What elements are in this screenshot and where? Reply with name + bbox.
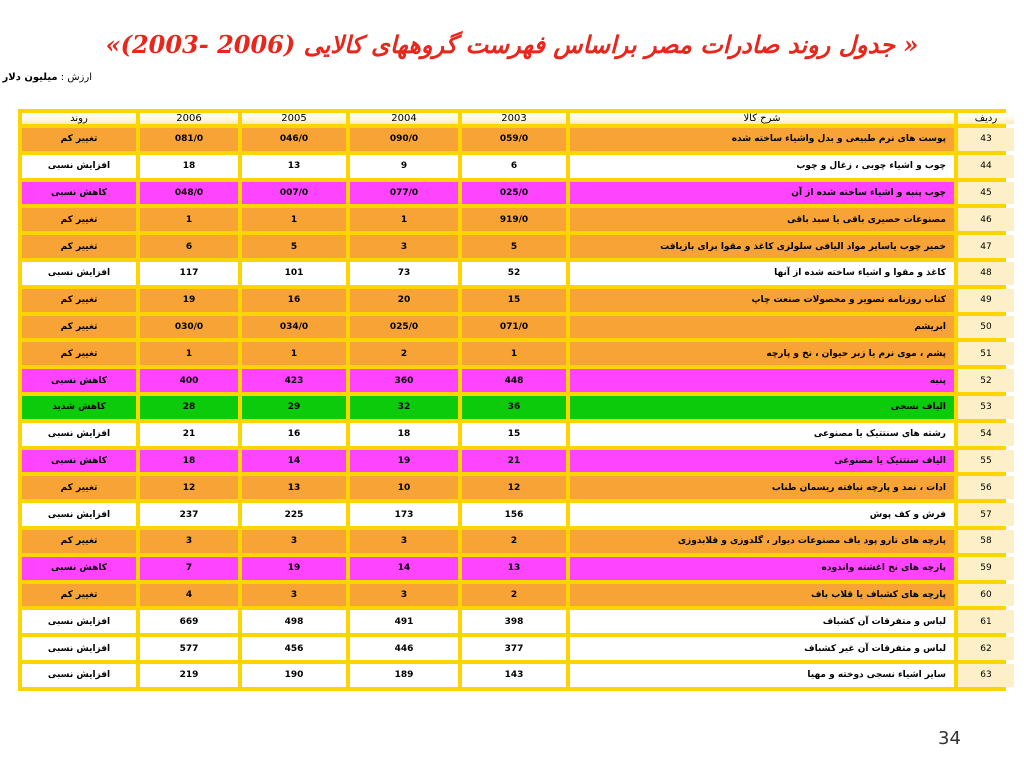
cell-2005: 046/0 — [242, 128, 346, 151]
header-trend: روند — [22, 113, 136, 124]
cell-2004: 189 — [350, 664, 458, 687]
cell-2003: 377 — [462, 637, 566, 660]
cell-trend: کاهش نسبی — [22, 557, 136, 580]
cell-2005: 16 — [242, 423, 346, 446]
cell-2004: 077/0 — [350, 182, 458, 205]
cell-description: لباس و متفرقات آن کشباف — [570, 610, 954, 633]
cell-2004: 2 — [350, 342, 458, 365]
table-header-row — [22, 113, 1014, 124]
cell-trend: تغییر کم — [22, 476, 136, 499]
header-2004: 2004 — [350, 113, 458, 124]
cell-2003: 071/0 — [462, 316, 566, 339]
cell-2004: 3 — [350, 584, 458, 607]
cell-index: 49 — [958, 289, 1014, 312]
cell-2004: 173 — [350, 503, 458, 526]
cell-2003: 2 — [462, 530, 566, 553]
cell-2004: 32 — [350, 396, 458, 419]
cell-2003: 143 — [462, 664, 566, 687]
cell-2006: 18 — [140, 155, 238, 178]
table-row — [22, 637, 1014, 660]
cell-trend: تغییر کم — [22, 289, 136, 312]
cell-description: الیاف سنتتیک یا مصنوعی — [570, 450, 954, 473]
cell-2006: 577 — [140, 637, 238, 660]
table-row — [22, 289, 1014, 312]
cell-trend: تغییر کم — [22, 128, 136, 151]
cell-description: ادات ، نمد و پارچه نبافته ریسمان طناب — [570, 476, 954, 499]
cell-2004: 14 — [350, 557, 458, 580]
cell-2003: 15 — [462, 423, 566, 446]
cell-2005: 13 — [242, 476, 346, 499]
cell-2004: 3 — [350, 235, 458, 258]
table-row — [22, 262, 1014, 285]
cell-2003: 059/0 — [462, 128, 566, 151]
table-row — [22, 423, 1014, 446]
cell-2006: 400 — [140, 369, 238, 392]
cell-description: لباس و متفرقات آن غیر کشباف — [570, 637, 954, 660]
cell-2003: 13 — [462, 557, 566, 580]
cell-2006: 030/0 — [140, 316, 238, 339]
table-row — [22, 557, 1014, 580]
cell-index: 58 — [958, 530, 1014, 553]
cell-2005: 225 — [242, 503, 346, 526]
cell-2006: 6 — [140, 235, 238, 258]
table-row — [22, 342, 1014, 365]
cell-trend: تغییر کم — [22, 530, 136, 553]
cell-description: چوب و اشیاء چوبی ، زغال و چوب — [570, 155, 954, 178]
cell-description: کاغذ و مقوا و اشیاء ساخته شده از آنها — [570, 262, 954, 285]
cell-2003: 025/0 — [462, 182, 566, 205]
cell-description: چوب پنبه و اشیاء ساخته شده از آن — [570, 182, 954, 205]
cell-index: 63 — [958, 664, 1014, 687]
cell-description: الیاف نسجی — [570, 396, 954, 419]
cell-2003: 52 — [462, 262, 566, 285]
cell-trend: افزایش نسبی — [22, 637, 136, 660]
cell-2005: 007/0 — [242, 182, 346, 205]
cell-2004: 446 — [350, 637, 458, 660]
header-2006: 2006 — [140, 113, 238, 124]
cell-2006: 237 — [140, 503, 238, 526]
cell-2004: 3 — [350, 530, 458, 553]
cell-2003: 6 — [462, 155, 566, 178]
cell-description: خمیر چوب یاسایر مواد الیافی سلولزی کاغذ و مقوا برای بازیافت — [570, 235, 954, 258]
cell-index: 51 — [958, 342, 1014, 365]
cell-description: کتاب روزنامه تصویر و محصولات صنعت چاپ — [570, 289, 954, 312]
cell-description: پوست های نرم طبیعی و بدل واشیاء ساخته شده — [570, 128, 954, 151]
cell-2004: 73 — [350, 262, 458, 285]
cell-2006: 18 — [140, 450, 238, 473]
cell-index: 61 — [958, 610, 1014, 633]
cell-description: رشته های سنتتیک یا مصنوعی — [570, 423, 954, 446]
cell-trend: کاهش نسبی — [22, 182, 136, 205]
table-row — [22, 476, 1014, 499]
table-row — [22, 450, 1014, 473]
table-row — [22, 316, 1014, 339]
cell-2005: 3 — [242, 584, 346, 607]
cell-2004: 10 — [350, 476, 458, 499]
cell-2005: 423 — [242, 369, 346, 392]
cell-trend: کاهش نسبی — [22, 369, 136, 392]
table-row — [22, 128, 1014, 151]
table-row — [22, 610, 1014, 633]
cell-2005: 3 — [242, 530, 346, 553]
cell-index: 43 — [958, 128, 1014, 151]
cell-2003: 21 — [462, 450, 566, 473]
cell-trend: تغییر کم — [22, 584, 136, 607]
cell-trend: کاهش نسبی — [22, 450, 136, 473]
cell-index: 57 — [958, 503, 1014, 526]
cell-2004: 9 — [350, 155, 458, 178]
table-body — [22, 128, 1014, 687]
cell-index: 59 — [958, 557, 1014, 580]
cell-2006: 081/0 — [140, 128, 238, 151]
cell-2003: 448 — [462, 369, 566, 392]
cell-index: 45 — [958, 182, 1014, 205]
cell-2005: 190 — [242, 664, 346, 687]
cell-2005: 034/0 — [242, 316, 346, 339]
cell-2006: 048/0 — [140, 182, 238, 205]
cell-trend: تغییر کم — [22, 208, 136, 231]
cell-2006: 28 — [140, 396, 238, 419]
cell-description: مصنوعات حصیری باقی یا سبد باقی — [570, 208, 954, 231]
cell-2006: 7 — [140, 557, 238, 580]
cell-2005: 1 — [242, 208, 346, 231]
cell-trend: افزایش نسبی — [22, 610, 136, 633]
cell-2006: 12 — [140, 476, 238, 499]
cell-description: پارچه های تارو پود باف مصنوعات دیوار ، گلدوزی و قلابدوزی — [570, 530, 954, 553]
cell-2006: 21 — [140, 423, 238, 446]
unit-value: میلیون دلار — [2, 72, 58, 83]
cell-2006: 117 — [140, 262, 238, 285]
cell-2004: 18 — [350, 423, 458, 446]
cell-index: 55 — [958, 450, 1014, 473]
cell-2004: 20 — [350, 289, 458, 312]
cell-trend: افزایش نسبی — [22, 262, 136, 285]
cell-2003: 5 — [462, 235, 566, 258]
cell-description: پنبه — [570, 369, 954, 392]
cell-description: ابریشم — [570, 316, 954, 339]
cell-description: پارچه های کشباف یا قلاب باف — [570, 584, 954, 607]
table-row — [22, 503, 1014, 526]
cell-2006: 4 — [140, 584, 238, 607]
table-row — [22, 182, 1014, 205]
cell-2005: 498 — [242, 610, 346, 633]
table-row — [22, 584, 1014, 607]
cell-2006: 219 — [140, 664, 238, 687]
table-row — [22, 396, 1014, 419]
cell-index: 56 — [958, 476, 1014, 499]
header-index: ردیف — [958, 113, 1014, 124]
cell-2005: 101 — [242, 262, 346, 285]
header-2005: 2005 — [242, 113, 346, 124]
cell-2005: 13 — [242, 155, 346, 178]
cell-index: 53 — [958, 396, 1014, 419]
exports-table-container — [18, 109, 1006, 691]
cell-2006: 1 — [140, 208, 238, 231]
cell-index: 54 — [958, 423, 1014, 446]
table-row — [22, 664, 1014, 687]
cell-2005: 5 — [242, 235, 346, 258]
cell-index: 44 — [958, 155, 1014, 178]
cell-trend: افزایش نسبی — [22, 155, 136, 178]
cell-2005: 14 — [242, 450, 346, 473]
cell-2004: 090/0 — [350, 128, 458, 151]
table-row — [22, 208, 1014, 231]
cell-2005: 456 — [242, 637, 346, 660]
cell-index: 62 — [958, 637, 1014, 660]
cell-2003: 15 — [462, 289, 566, 312]
cell-2004: 1 — [350, 208, 458, 231]
cell-2004: 360 — [350, 369, 458, 392]
cell-description: فرش و کف پوش — [570, 503, 954, 526]
table-row — [22, 155, 1014, 178]
cell-index: 47 — [958, 235, 1014, 258]
page-number: 34 — [938, 728, 961, 749]
header-2003: 2003 — [462, 113, 566, 124]
cell-description: پشم ، موی نرم یا زبر حیوان ، نخ و پارچه — [570, 342, 954, 365]
page-title: « جدول روند صادرات مصر براساس فهرست گروههای کالایی (2006 -2003)» — [105, 30, 919, 59]
table-row — [22, 530, 1014, 553]
cell-2006: 3 — [140, 530, 238, 553]
cell-2003: 398 — [462, 610, 566, 633]
table-row — [22, 369, 1014, 392]
cell-trend: کاهش شدید — [22, 396, 136, 419]
cell-2005: 1 — [242, 342, 346, 365]
cell-2004: 19 — [350, 450, 458, 473]
cell-trend: تغییر کم — [22, 316, 136, 339]
cell-2003: 12 — [462, 476, 566, 499]
header-description: شرح کالا — [570, 113, 954, 124]
cell-index: 50 — [958, 316, 1014, 339]
cell-2004: 025/0 — [350, 316, 458, 339]
cell-2003: 36 — [462, 396, 566, 419]
cell-description: پارچه های نخ اغشته واندوده — [570, 557, 954, 580]
cell-2003: 2 — [462, 584, 566, 607]
table-row — [22, 235, 1014, 258]
cell-2006: 669 — [140, 610, 238, 633]
unit-label: ارزش : — [60, 72, 92, 83]
cell-index: 52 — [958, 369, 1014, 392]
cell-trend: افزایش نسبی — [22, 664, 136, 687]
cell-2003: 919/0 — [462, 208, 566, 231]
cell-trend: افزایش نسبی — [22, 503, 136, 526]
cell-trend: تغییر کم — [22, 342, 136, 365]
cell-index: 60 — [958, 584, 1014, 607]
cell-trend: تغییر کم — [22, 235, 136, 258]
cell-description: سایر اشیاء نسجی دوخته و مهیا — [570, 664, 954, 687]
cell-2005: 29 — [242, 396, 346, 419]
cell-index: 46 — [958, 208, 1014, 231]
cell-2005: 19 — [242, 557, 346, 580]
cell-2006: 19 — [140, 289, 238, 312]
cell-2005: 16 — [242, 289, 346, 312]
cell-2003: 156 — [462, 503, 566, 526]
cell-2003: 1 — [462, 342, 566, 365]
cell-2004: 491 — [350, 610, 458, 633]
exports-table — [18, 109, 1018, 691]
cell-2006: 1 — [140, 342, 238, 365]
cell-trend: افزایش نسبی — [22, 423, 136, 446]
unit-note — [3, 72, 92, 83]
cell-index: 48 — [958, 262, 1014, 285]
